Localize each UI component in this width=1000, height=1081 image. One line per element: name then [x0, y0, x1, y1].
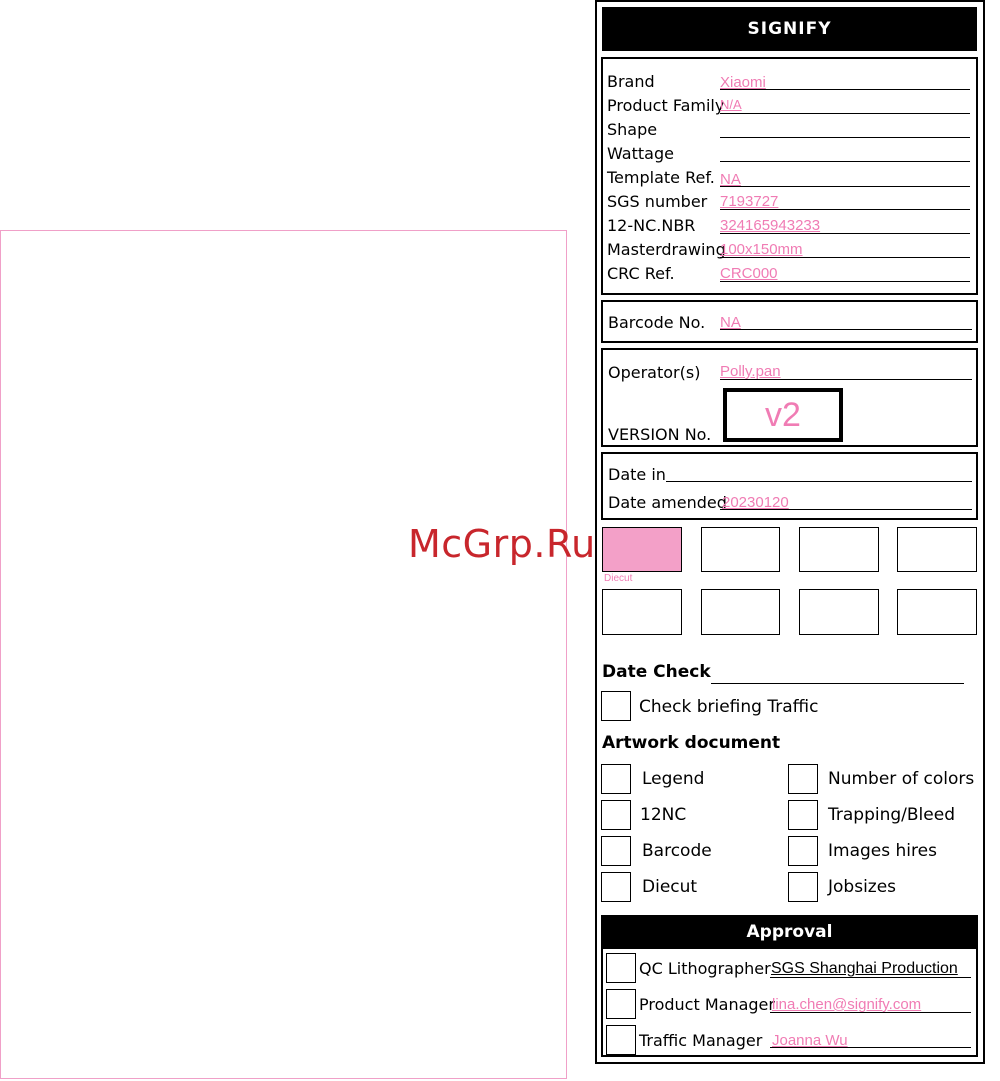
pm-value: lina.chen@signify.com [772, 996, 922, 1013]
family-value: N/A [720, 97, 742, 112]
version-value-box: v2 [723, 388, 843, 442]
wattage-label: Wattage [607, 144, 674, 163]
legend-checkbox[interactable] [601, 764, 631, 794]
images-checkbox[interactable] [788, 836, 818, 866]
barcode-checkbox[interactable] [601, 836, 631, 866]
barcode-value: NA [720, 314, 741, 331]
12nc-checkbox[interactable] [601, 800, 631, 830]
12nc-label: 12NC [640, 805, 687, 825]
swatch-7 [799, 589, 879, 635]
diecut-outline [0, 230, 567, 1079]
master-value: 100x150mm [720, 241, 803, 258]
date-amended-value: 20230120 [722, 494, 789, 511]
date-in-label: Date in [608, 465, 666, 484]
family-label: Product Family [607, 96, 725, 115]
version-label: VERSION No. [608, 425, 712, 444]
brand-value: Xiaomi [720, 74, 766, 91]
date-amended-label: Date amended [608, 493, 727, 512]
template-line [720, 186, 970, 187]
wattage-line [720, 161, 970, 162]
swatch-2 [701, 527, 780, 572]
tm-label: Traffic Manager [639, 1031, 763, 1050]
template-value: NA [720, 171, 741, 188]
diecut-check-label: Diecut [642, 877, 698, 897]
colors-label: Number of colors [828, 769, 975, 789]
barcode-label: Barcode No. [608, 313, 706, 332]
pm-label: Product Manager [639, 995, 775, 1014]
colors-checkbox[interactable] [788, 764, 818, 794]
date-in-line [666, 481, 972, 482]
trapping-checkbox[interactable] [788, 800, 818, 830]
swatch-6 [701, 589, 780, 635]
qc-label: QC Lithographer [639, 959, 771, 978]
jobsizes-label: Jobsizes [828, 877, 897, 897]
images-label: Images hires [828, 841, 937, 861]
swatch-diecut [602, 527, 682, 572]
swatch-8 [897, 589, 977, 635]
qc-value: SGS Shanghai Production [771, 960, 958, 977]
watermark: McGrp.Ru [408, 522, 596, 566]
swatch-4 [897, 527, 977, 572]
swatch-5 [602, 589, 682, 635]
jobsizes-checkbox[interactable] [788, 872, 818, 902]
nc-label: 12-NC.NBR [607, 216, 696, 235]
tm-checkbox[interactable] [606, 1025, 636, 1055]
artwork-title: Artwork document [602, 733, 781, 753]
template-label: Template Ref. [607, 168, 715, 187]
tm-value: Joanna Wu [772, 1032, 848, 1049]
brand-label: Brand [607, 72, 655, 91]
master-label: Masterdrawing [607, 240, 726, 259]
header-title: SIGNIFY [747, 19, 832, 39]
operator-label: Operator(s) [608, 363, 701, 382]
nc-value: 324165943233 [720, 217, 821, 234]
barcode-line [720, 329, 972, 330]
legend-label: Legend [642, 769, 705, 789]
shape-label: Shape [607, 120, 658, 139]
briefing-label: Check briefing Traffic [639, 697, 819, 717]
briefing-checkbox[interactable] [601, 691, 631, 721]
family-line [720, 113, 970, 114]
barcode-check-label: Barcode [642, 841, 712, 861]
approval-title: Approval [746, 922, 833, 942]
swatch-3 [799, 527, 879, 572]
date-check-label: Date Check [602, 662, 711, 682]
trapping-label: Trapping/Bleed [828, 805, 955, 825]
swatch-diecut-label: Diecut [604, 573, 633, 584]
diecut-checkbox[interactable] [601, 872, 631, 902]
qc-checkbox[interactable] [606, 953, 636, 983]
sgs-value: 7193727 [720, 193, 779, 210]
header-banner [602, 7, 977, 51]
date-check-line [711, 683, 964, 684]
operator-value: Polly.pan [720, 363, 781, 380]
crc-label: CRC Ref. [607, 264, 675, 283]
shape-line [720, 137, 970, 138]
sgs-label: SGS number [607, 192, 708, 211]
pm-checkbox[interactable] [606, 989, 636, 1019]
approval-banner [602, 916, 977, 949]
crc-value: CRC000 [720, 265, 778, 282]
